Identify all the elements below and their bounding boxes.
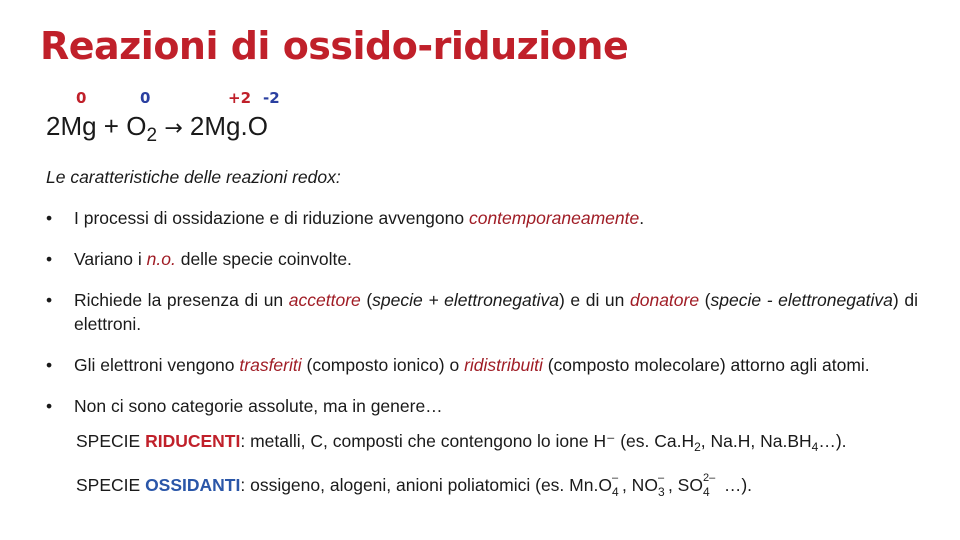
emphasis-text: n.o.: [146, 249, 176, 269]
subscript: 4: [811, 440, 819, 454]
subscript: 3: [657, 484, 665, 499]
subscript: 2: [694, 440, 701, 454]
superscript: –: [657, 471, 665, 484]
subscript: 4: [611, 484, 619, 499]
bullet-list: [46, 206, 918, 418]
label-prefix: SPECIE: [76, 475, 146, 495]
list-item: [46, 247, 918, 271]
emphasis-text: contemporaneamente: [468, 208, 640, 228]
list-item: [46, 206, 918, 230]
ox-number-o-ion: -2: [263, 89, 280, 107]
charge-index: [702, 471, 719, 499]
charge-index: [657, 471, 668, 499]
text-span: (composto molecolare) attorno agli atomi.: [542, 355, 870, 375]
italic-text: specie - elettronegativa: [710, 290, 893, 310]
reducing-species-line: [76, 429, 918, 459]
text-span: ) di elettroni.: [74, 290, 918, 334]
text-span: …).: [818, 431, 847, 451]
reducing-label: RIDUCENTI: [145, 431, 241, 451]
bullet-icon: •: [46, 208, 53, 228]
equation-reactants: 2Mg + O: [46, 111, 147, 141]
text-span: Gli elettroni vengono: [74, 355, 240, 375]
text-span: .: [639, 208, 645, 228]
italic-text: specie + elettronegativa: [372, 290, 559, 310]
text-span: delle specie coinvolte.: [175, 249, 352, 269]
text-span: : ossigeno, alogeni, anioni poliatomici (es. Mn.O: [240, 475, 612, 495]
text-span: (: [699, 290, 711, 310]
slide-body: [46, 165, 918, 511]
ox-number-mg: 0: [76, 89, 87, 107]
equation-subscript: 2: [146, 125, 158, 146]
text-span: , SO: [667, 475, 703, 495]
text-span: Variano i: [74, 249, 147, 269]
list-item: [46, 394, 918, 418]
superscript: 2–: [702, 471, 716, 484]
list-item: [46, 288, 918, 336]
bullet-icon: •: [46, 290, 53, 310]
species-examples: [76, 429, 918, 497]
emphasis-text: donatore: [630, 290, 700, 310]
list-item: [46, 353, 918, 377]
text-span: I processi di ossidazione e di riduzione avvengono: [74, 208, 469, 228]
slide-title: Reazioni di ossido-riduzione: [40, 24, 629, 68]
emphasis-text: accettore: [288, 290, 361, 310]
label-prefix: SPECIE: [76, 431, 146, 451]
emphasis-text: ridistribuiti: [464, 355, 543, 375]
charge-index: [611, 471, 622, 499]
bullet-icon: •: [46, 355, 53, 375]
superscript: –: [611, 471, 619, 484]
text-span: Non ci sono categorie assolute, ma in genere…: [74, 396, 443, 416]
bullet-icon: •: [46, 396, 53, 416]
oxidizing-label: OSSIDANTI: [145, 475, 241, 495]
intro-text: Le caratteristiche delle reazioni redox:: [46, 167, 341, 187]
text-span: …).: [718, 475, 753, 495]
text-span: ) e di un: [558, 290, 630, 310]
right-arrow-icon: →: [164, 116, 183, 141]
text-span: , Na.H, Na.BH: [700, 431, 812, 451]
ox-number-mg-ion: +2: [228, 89, 252, 107]
text-span: , NO: [621, 475, 658, 495]
equation-product: 2Mg.O: [189, 111, 268, 141]
text-span: : metalli, C, composti che contengono lo ione H⁻ (es. Ca.H: [240, 431, 695, 451]
emphasis-text: trasferiti: [239, 355, 302, 375]
subscript: 4: [702, 484, 710, 499]
text-span: Richiede la presenza di un: [74, 290, 289, 310]
ox-number-o2: 0: [140, 89, 151, 107]
oxidizing-species-line: [76, 473, 918, 497]
reaction-equation: [46, 111, 268, 147]
text-span: (: [360, 290, 373, 310]
text-span: (composto ionico) o: [301, 355, 465, 375]
bullet-icon: •: [46, 249, 53, 269]
